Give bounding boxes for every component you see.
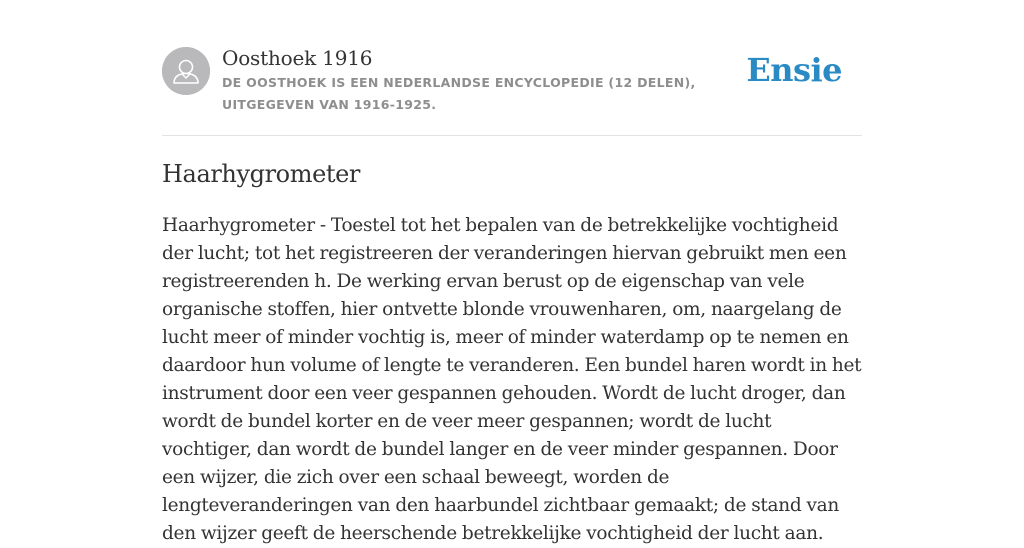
user-icon: [162, 47, 210, 95]
brand-logo[interactable]: Ensie: [746, 51, 842, 89]
source-header: [162, 44, 862, 124]
avatar[interactable]: [162, 47, 210, 95]
divider: [162, 135, 862, 136]
article-title: Haarhygrometer: [162, 160, 361, 188]
source-description: DE OOSTHOEK IS EEN NEDERLANDSE ENCYCLOPEDIE (12 DELEN), UITGEGEVEN VAN 1916-1925.: [222, 75, 696, 112]
source-title[interactable]: Oosthoek 1916: [222, 46, 373, 70]
article-body: Haarhygrometer - Toestel tot het bepalen van de betrekkelijke vochtigheid der lucht; tot het registreeren der veranderingen hiervan gebruikt men een registreerenden h. De werking ervan berust op de eigenschap van vele organische stoffen, hier ontvette blonde vrouwenharen, om, naargelang de lucht meer of minder vochtig is, meer of minder waterdamp op te nemen en daardoor hun volume of lengte te veranderen. Een bundel haren wordt in het instrument door een veer gespannen gehouden. Wordt de lucht droger, dan wordt de bundel korter en de veer meer gespannen; wordt de lucht vochtiger, dan wordt de bundel langer en de veer minder gespannen. Door een wijzer, die zich over een schaal beweegt, worden de lengteveranderingen van den haarbundel zichtbaar gemaakt; de stand van den wijzer geeft de heerschende betrekkelijke vochtigheid der lucht aan.: [162, 215, 862, 544]
